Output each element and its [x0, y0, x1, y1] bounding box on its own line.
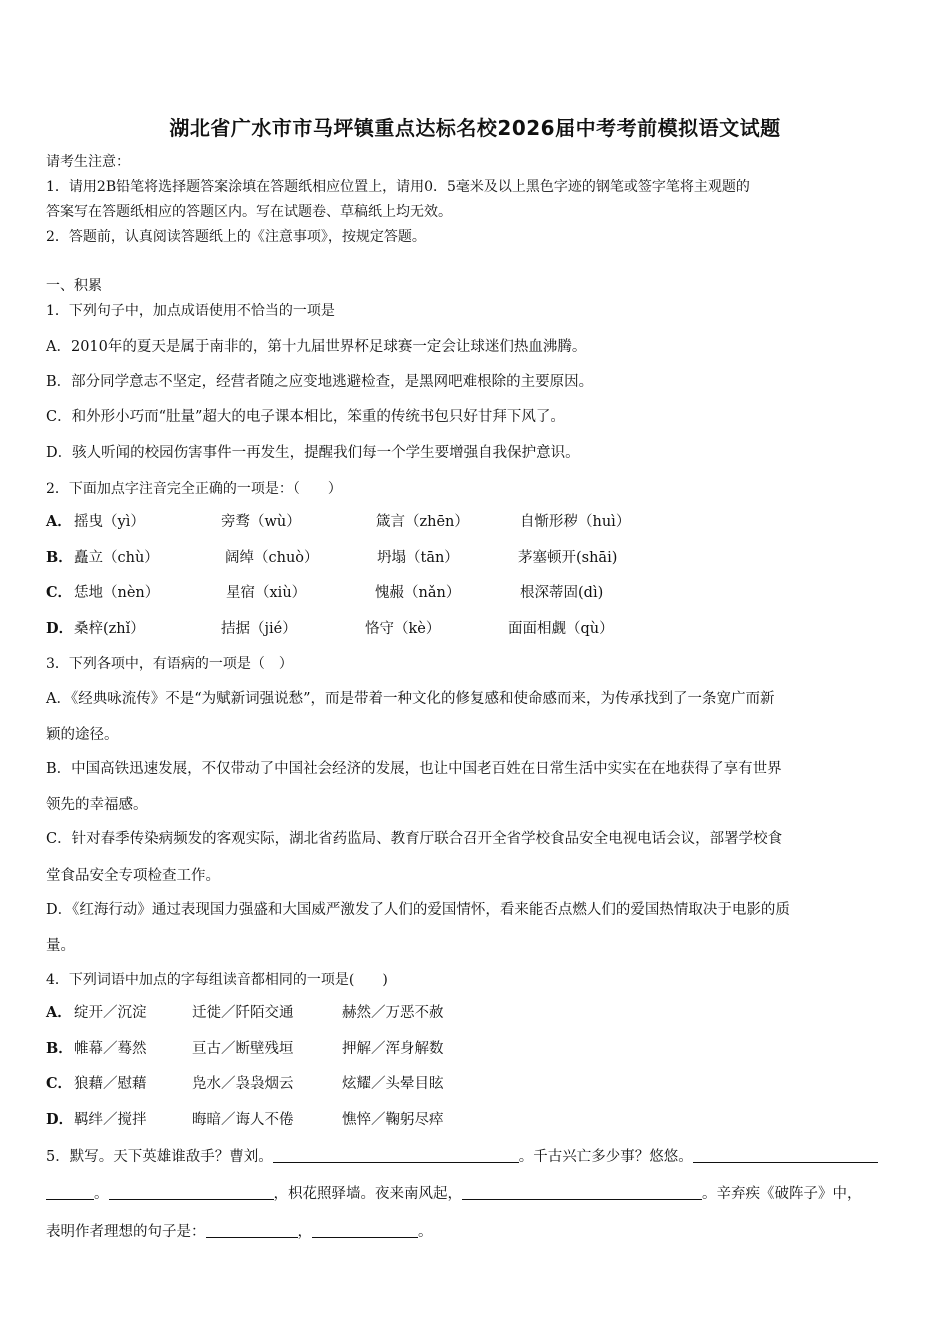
notice-item-1a: 1．请用2B铅笔将选择题答案涂填在答题纸相应位置上，请用0．5毫米及以上黑色字迹的钢笔或签字笔将主观题的 — [46, 179, 750, 195]
answer-blank[interactable] — [312, 1221, 418, 1238]
option-item: 赫然／万恶不赦 — [342, 1005, 444, 1021]
option-label: D． — [46, 1111, 74, 1128]
option-item: 帷幕／蓦然 — [74, 1041, 147, 1057]
q3-option-c-line2: 堂食品安全专项检查工作。 — [46, 868, 220, 884]
q3-option-c-line1: C．针对春季传染病频发的客观实际，湖北省药监局、教育厅联合召开全省学校食品安全电视电话会议，部署学校食 — [46, 831, 783, 847]
option-item: 自惭形秽（huì） — [520, 514, 631, 530]
option-label: C． — [46, 584, 73, 601]
answer-blank[interactable] — [273, 1146, 519, 1163]
option-label: A． — [46, 513, 72, 530]
option-item: 炫耀／头晕目眩 — [342, 1076, 444, 1092]
q4-stem: 4．下列词语中加点的字每组读音都相同的一项是( ) — [46, 972, 388, 988]
option-item: 羁绊／搅拌 — [74, 1112, 147, 1128]
option-item: 狼藉／慰藉 — [74, 1076, 147, 1092]
q5-text: 。 — [94, 1186, 109, 1202]
option-label: D． — [46, 620, 74, 637]
option-item: 亘古／断壁残垣 — [192, 1041, 294, 1057]
option-item: 恁地（nèn） — [74, 585, 160, 601]
option-item: 桑梓(zhǐ） — [74, 621, 145, 637]
option-item: 拮据（jié） — [221, 621, 297, 637]
option-item: 迁徙／阡陌交通 — [192, 1005, 294, 1021]
notice-item-2: 2．答题前，认真阅读答题纸上的《注意事项》，按规定答题。 — [46, 229, 426, 245]
answer-blank[interactable] — [462, 1183, 702, 1200]
q5-text: 5．默写。天下英雄谁敌手？曹刘。 — [46, 1149, 273, 1165]
option-item: 旁骛（wù） — [221, 514, 301, 530]
option-label: C． — [46, 1075, 73, 1092]
option-item: 星宿（xiù） — [226, 585, 307, 601]
option-item: 晦暗／诲人不倦 — [192, 1112, 294, 1128]
option-item: 矗立（chù） — [74, 550, 159, 566]
q3-option-b-line1: B．中国高铁迅速发展，不仅带动了中国社会经济的发展，也让中国老百姓在日常生活中实实在在地获得了享有世界 — [46, 761, 782, 777]
option-item: 根深蒂固(dì) — [520, 585, 604, 601]
q5-text: ，枳花照驿墙。夜来南风起， — [273, 1186, 462, 1202]
q5-line-1 — [46, 1146, 878, 1167]
q3-option-b-line2: 领先的幸福感。 — [46, 797, 148, 813]
q5-text: 。 — [418, 1224, 433, 1240]
q3-stem: 3．下列各项中，有语病的一项是（ ） — [46, 656, 293, 672]
option-item: 凫水／袅袅烟云 — [192, 1076, 294, 1092]
q3-option-a-line2: 颖的途径。 — [46, 727, 119, 743]
notice-heading: 请考生注意： — [46, 154, 130, 170]
option-item: 摇曳（yì） — [74, 514, 145, 530]
option-item: 面面相觑（qù） — [508, 621, 614, 637]
option-label: A． — [46, 1004, 72, 1021]
q5-line-2 — [46, 1183, 862, 1204]
q2-stem: 2．下面加点字注音完全正确的一项是：（ ） — [46, 481, 342, 497]
option-item: 阔绰（chuò） — [225, 550, 319, 566]
q1-option-a: A．2010年的夏天是属于南非的，第十九届世界杯足球赛一定会让球迷们热血沸腾。 — [46, 339, 587, 355]
q5-text: ， — [297, 1224, 312, 1240]
option-item: 押解／浑身解数 — [342, 1041, 444, 1057]
option-item: 茅塞顿开(shāi) — [518, 550, 618, 566]
q3-option-d-line1: D．《红海行动》通过表现国力强盛和大国威严激发了人们的爱国情怀，看来能否点燃人们的爱国热情取决于电影的质 — [46, 902, 790, 918]
option-item: 愧赧（nǎn） — [375, 585, 461, 601]
q5-text: 。千古兴亡多少事？悠悠。 — [518, 1149, 693, 1165]
q5-text: 。辛弃疾《破阵子》中， — [702, 1186, 862, 1202]
option-label: B． — [46, 549, 73, 566]
q1-option-d: D．骇人听闻的校园伤害事件一再发生，提醒我们每一个学生要增强自我保护意识。 — [46, 445, 580, 461]
option-item: 坍塌（tān） — [377, 550, 459, 566]
q5-line-3 — [46, 1221, 433, 1242]
q5-text: 表明作者理想的句子是： — [46, 1224, 206, 1240]
answer-blank[interactable] — [46, 1183, 94, 1200]
q1-option-c: C．和外形小巧而“肚量”超大的电子课本相比，笨重的传统书包只好甘拜下风了。 — [46, 409, 565, 425]
option-item: 箴言（zhēn） — [376, 514, 469, 530]
q1-option-b: B．部分同学意志不坚定，经营者随之应变地逃避检查，是黑网吧难根除的主要原因。 — [46, 374, 594, 390]
answer-blank[interactable] — [206, 1221, 298, 1238]
q3-option-d-line2: 量。 — [46, 938, 75, 954]
answer-blank[interactable] — [693, 1146, 878, 1163]
notice-item-1b: 答案写在答题纸相应的答题区内。写在试题卷、草稿纸上均无效。 — [46, 204, 452, 220]
q3-option-a-line1: A．《经典咏流传》不是“为赋新词强说愁”，而是带着一种文化的修复感和使命感而来，为传承找到了一条宽广而新 — [46, 691, 775, 707]
section-heading: 一、积累 — [46, 278, 102, 294]
answer-blank[interactable] — [109, 1183, 274, 1200]
option-item: 绽开／沉淀 — [74, 1005, 147, 1021]
option-item: 恪守（kè） — [365, 621, 441, 637]
option-label: B． — [46, 1040, 73, 1057]
option-item: 憔悴／鞠躬尽瘁 — [342, 1112, 444, 1128]
page-title: 湖北省广水市市马坪镇重点达标名校2026届中考考前模拟语文试题 — [169, 116, 781, 140]
q1-stem: 1．下列句子中，加点成语使用不恰当的一项是 — [46, 303, 335, 319]
